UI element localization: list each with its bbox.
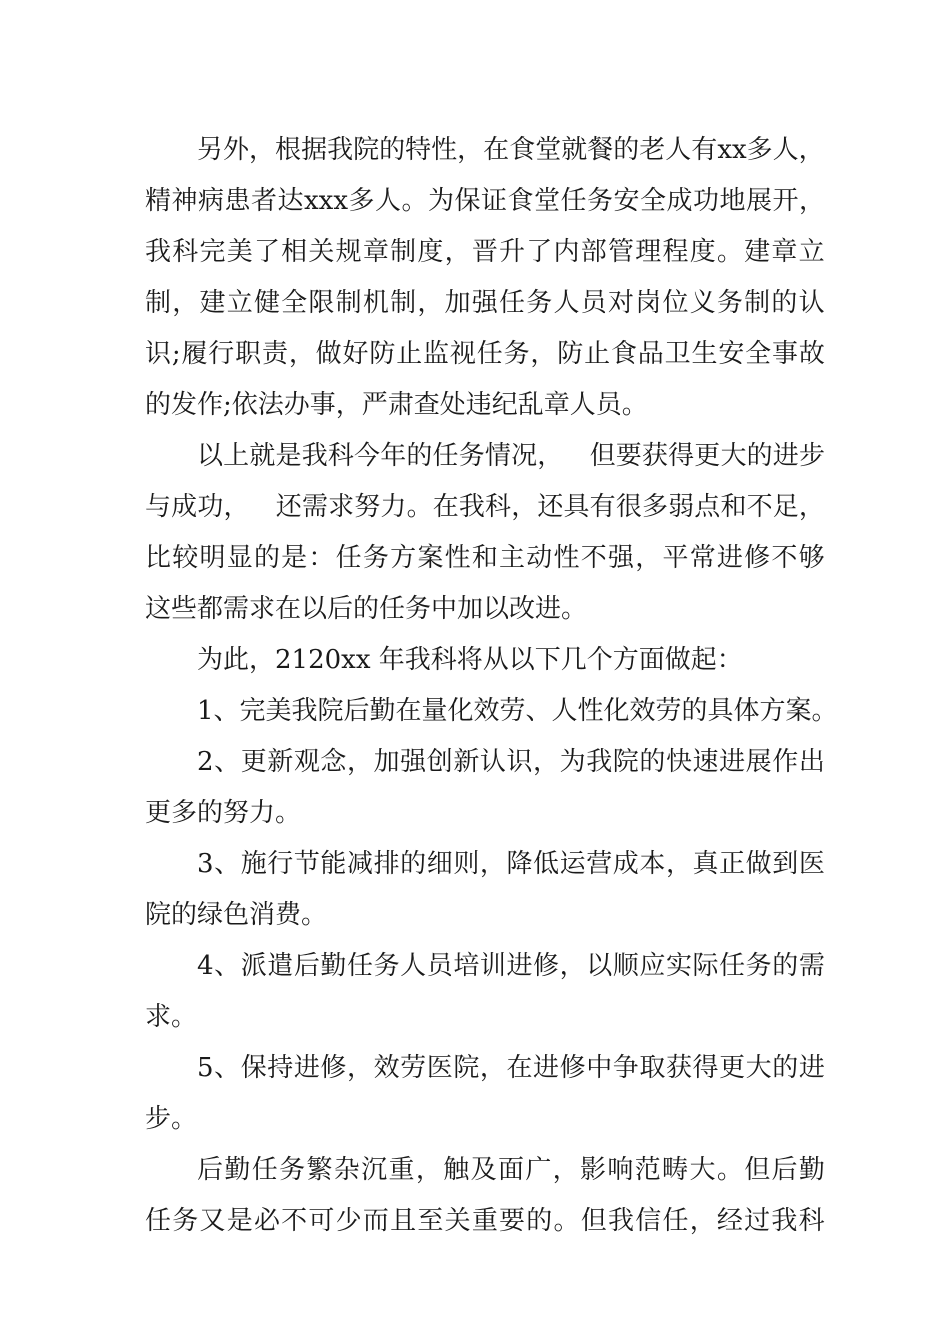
text-line-content: 更多的努力。 [145,798,302,828]
text-line: 任 务 又 是 必 不 可 少 而 且 至 关 重 要 的 。 但 我 信 任 ， 经 过 我 科 [145,1206,825,1236]
text-line-content: 这些都需求在以后的任务中加以改进。 [145,594,588,624]
text-line: 制 ， 建 立 健 全 限 制 机 制 ， 加 强 任 务 人 员 对 岗 位 义 务 制 的 认 [145,288,825,318]
text-line [145,638,825,689]
text-line-content: 为此，2120xx 年我科将从以下几个方面做起： [197,645,743,675]
text-line [145,893,825,944]
text-line: 另 外 ， 根 据 我 院 的 特 性 ， 在 食 堂 就 餐 的 老 人 有 xx 多 人 ， [197,135,825,165]
text-line: 2 、 更 新 观 念 ， 加 强 创 新 认 识 ， 为 我 院 的 快 速 进 展 作 出 [197,747,825,777]
text-line [145,791,825,842]
text-line: 4 、 派 遣 后 勤 任 务 人 员 培 训 进 修 ， 以 顺 应 实 际 任 务 的 需 [197,951,825,981]
document-body [145,128,838,1250]
text-line-content: 1、完美我院后勤在量化效劳、人性化效劳的具体方案。 [197,696,838,726]
text-line [145,1097,825,1148]
text-line [145,383,825,434]
text-line: 以 上 就 是 我 科 今 年 的 任 务 情 况 ， 但 要 获 得 更 大 的 进 步 [197,441,825,471]
text-line: 与 成 功 ， 还 需 求 努 力 。 在 我 科 ， 还 具 有 很 多 弱 点 和 不 足 ， [145,492,825,522]
text-line-content: 院的绿色消费。 [145,900,328,930]
text-line [145,689,838,740]
text-line-content: 步。 [145,1104,198,1134]
text-line [145,587,825,638]
text-line: 3 、 施 行 节 能 减 排 的 细 则 ， 降 低 运 营 成 本 ， 真 正 做 到 医 [197,849,825,879]
text-line: 我 科 完 美 了 相 关 规 章 制 度 ， 晋 升 了 内 部 管 理 程 度 。 建 章 立 [145,237,825,267]
text-line: 比 较 明 显 的 是 ： 任 务 方 案 性 和 主 动 性 不 强 ， 平 常 进 修 不 够 [145,543,825,573]
text-line: 精 神 病 患 者 达 xxx 多 人 。 为 保 证 食 堂 任 务 安 全 成 功 地 展 开 ， [145,186,825,216]
text-line-content: 求。 [145,1002,198,1032]
text-line [145,995,825,1046]
text-line: 后 勤 任 务 繁 杂 沉 重 ， 触 及 面 广 ， 影 响 范 畴 大 。 但 后 勤 [197,1155,825,1185]
text-line-content: 的发作;依法办事，严肃查处违纪乱章人员。 [145,390,648,420]
text-line: 识 ; 履 行 职 责 ， 做 好 防 止 监 视 任 务 ， 防 止 食 品 卫 生 安 全 事 故 [145,339,825,369]
text-line: 5 、 保 持 进 修 ， 效 劳 医 院 ， 在 进 修 中 争 取 获 得 更 大 的 进 [197,1053,825,1083]
